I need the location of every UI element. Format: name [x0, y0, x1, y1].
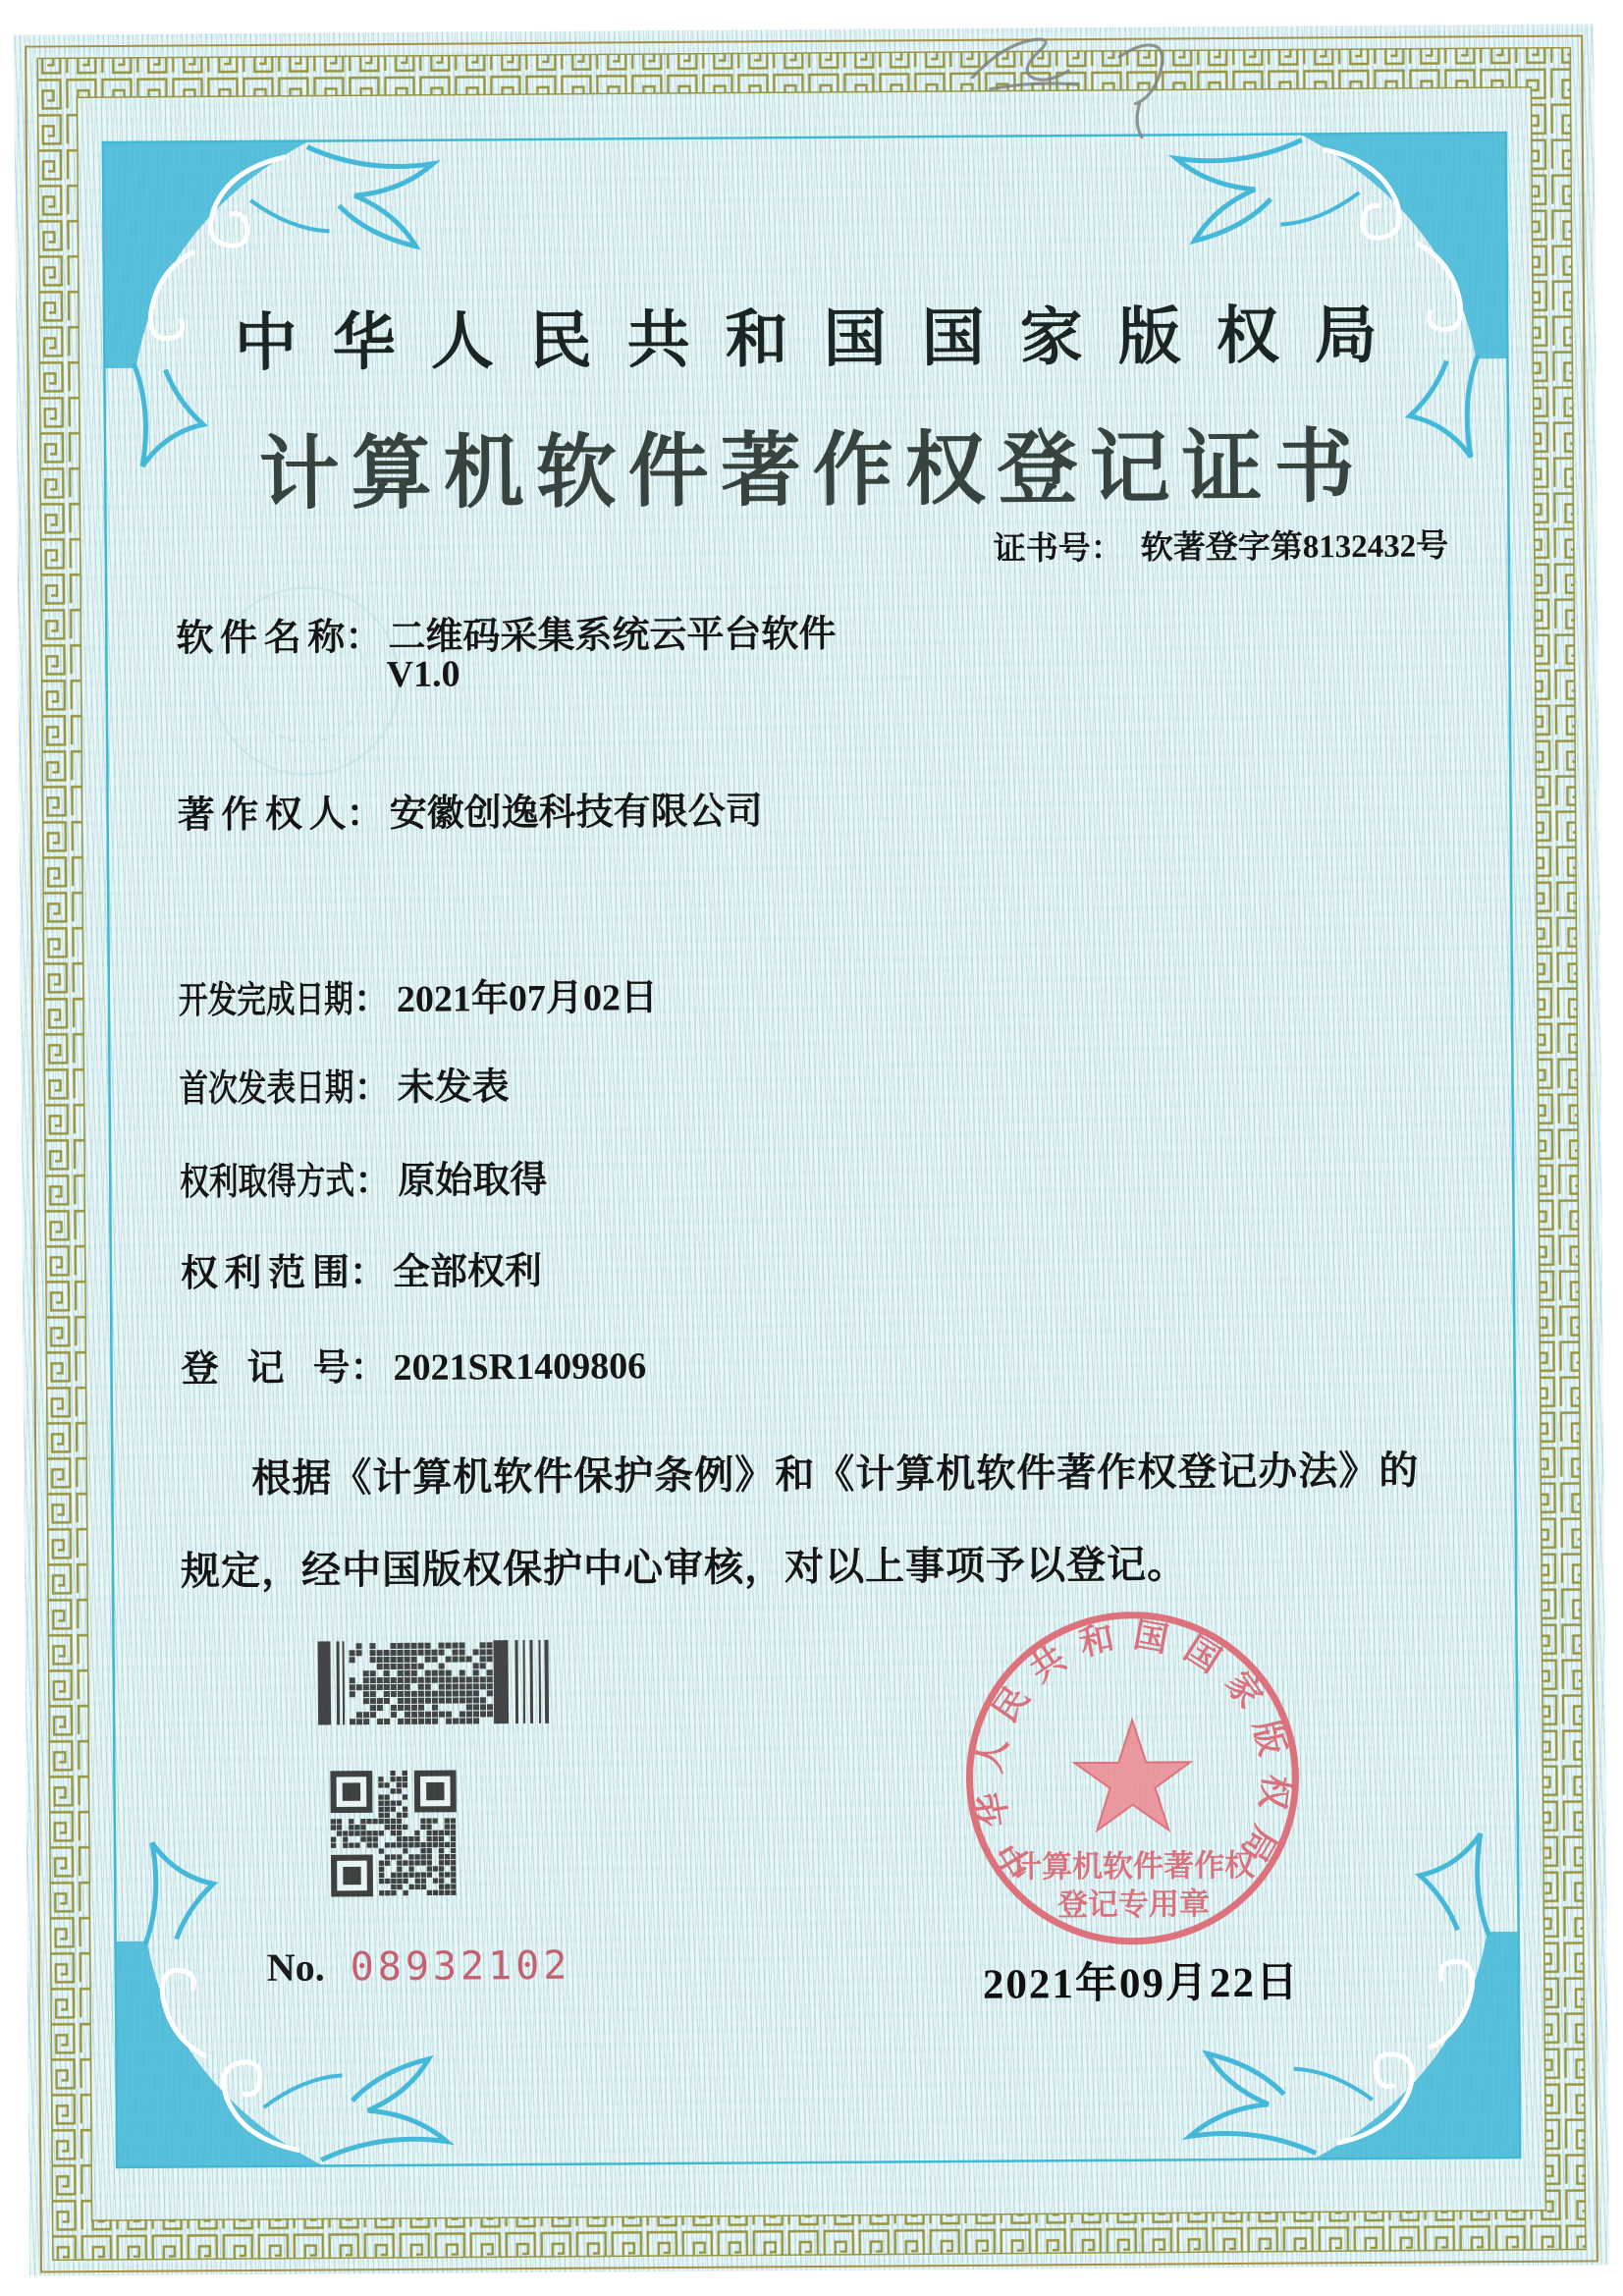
field-row-first-publication — [179, 1056, 509, 1112]
seal-star-icon — [1074, 1720, 1191, 1831]
body-paragraph-line2: 规定，经中国版权保护中心审核，对以上事项予以登记。 — [180, 1542, 1188, 1594]
field-colon: ： — [350, 1347, 388, 1390]
field-value: 二维码采集系统云平台软件 — [388, 613, 837, 658]
field-value: 2021年07月02日 — [396, 977, 659, 1020]
field-value: 全部权利 — [392, 1250, 543, 1293]
field-label: 开发完成日期 — [178, 979, 353, 1022]
field-value: 未发表 — [397, 1066, 510, 1109]
field-colon: ： — [349, 1252, 388, 1294]
field-colon: ： — [352, 978, 392, 1021]
field-colon: ： — [354, 1160, 393, 1203]
barcode — [317, 1640, 549, 1725]
field-label: 著作权人 — [177, 793, 347, 837]
field-row-completion-date — [179, 966, 658, 1023]
certificate-number-line — [994, 519, 1449, 569]
field-row-rights-scope — [181, 1240, 542, 1297]
field-label: 权利范围 — [180, 1252, 351, 1295]
field-label: 首次发表日期 — [179, 1067, 354, 1111]
field-value: 2021SR1409806 — [393, 1345, 647, 1389]
field-value: 安徽创逸科技有限公司 — [389, 791, 763, 835]
field-row-registration-number — [181, 1335, 646, 1392]
field-colon: ： — [346, 793, 384, 836]
issue-date: 2021年09月22日 — [982, 1959, 1301, 2008]
serial-number: 08932102 — [350, 1942, 571, 1991]
software-version: V1.0 — [386, 653, 460, 696]
certificate-title: 计算机软件著作权登记证书 — [258, 422, 1367, 519]
field-label: 权利取得方式 — [180, 1161, 355, 1204]
certificate-number-label: 证书号： — [993, 530, 1123, 568]
serial-prefix: No. — [266, 1944, 325, 1990]
seal-text-line1: 计算机软件著作权 — [1010, 1847, 1256, 1885]
field-colon: ： — [353, 1066, 392, 1110]
field-colon: ： — [345, 617, 383, 659]
official-seal — [968, 1614, 1296, 1942]
certificate-number-value: 软著登字第8132432号 — [1140, 528, 1449, 567]
seal-ring-text: 中华人民共和国国家版权局 — [969, 1615, 1296, 1885]
field-label: 登记号 — [181, 1347, 351, 1391]
body-paragraph-line1: 根据《计算机软件保护条例》和《计算机软件著作权登记办法》的 — [251, 1448, 1420, 1501]
field-row-rights-acquisition — [180, 1149, 547, 1206]
seal-text-line2: 登记专用章 — [1056, 1886, 1211, 1923]
field-row-copyright-owner — [177, 780, 762, 838]
qr-code — [330, 1771, 457, 1897]
serial-number-line — [267, 1942, 571, 1991]
field-value: 原始取得 — [398, 1159, 548, 1202]
authority-title: 中华人民共和国国家版权局 — [234, 300, 1413, 379]
field-label: 软件名称 — [176, 617, 346, 660]
corner-ornament-bottom-left — [115, 1841, 447, 2167]
field-row-software-name — [176, 603, 836, 662]
